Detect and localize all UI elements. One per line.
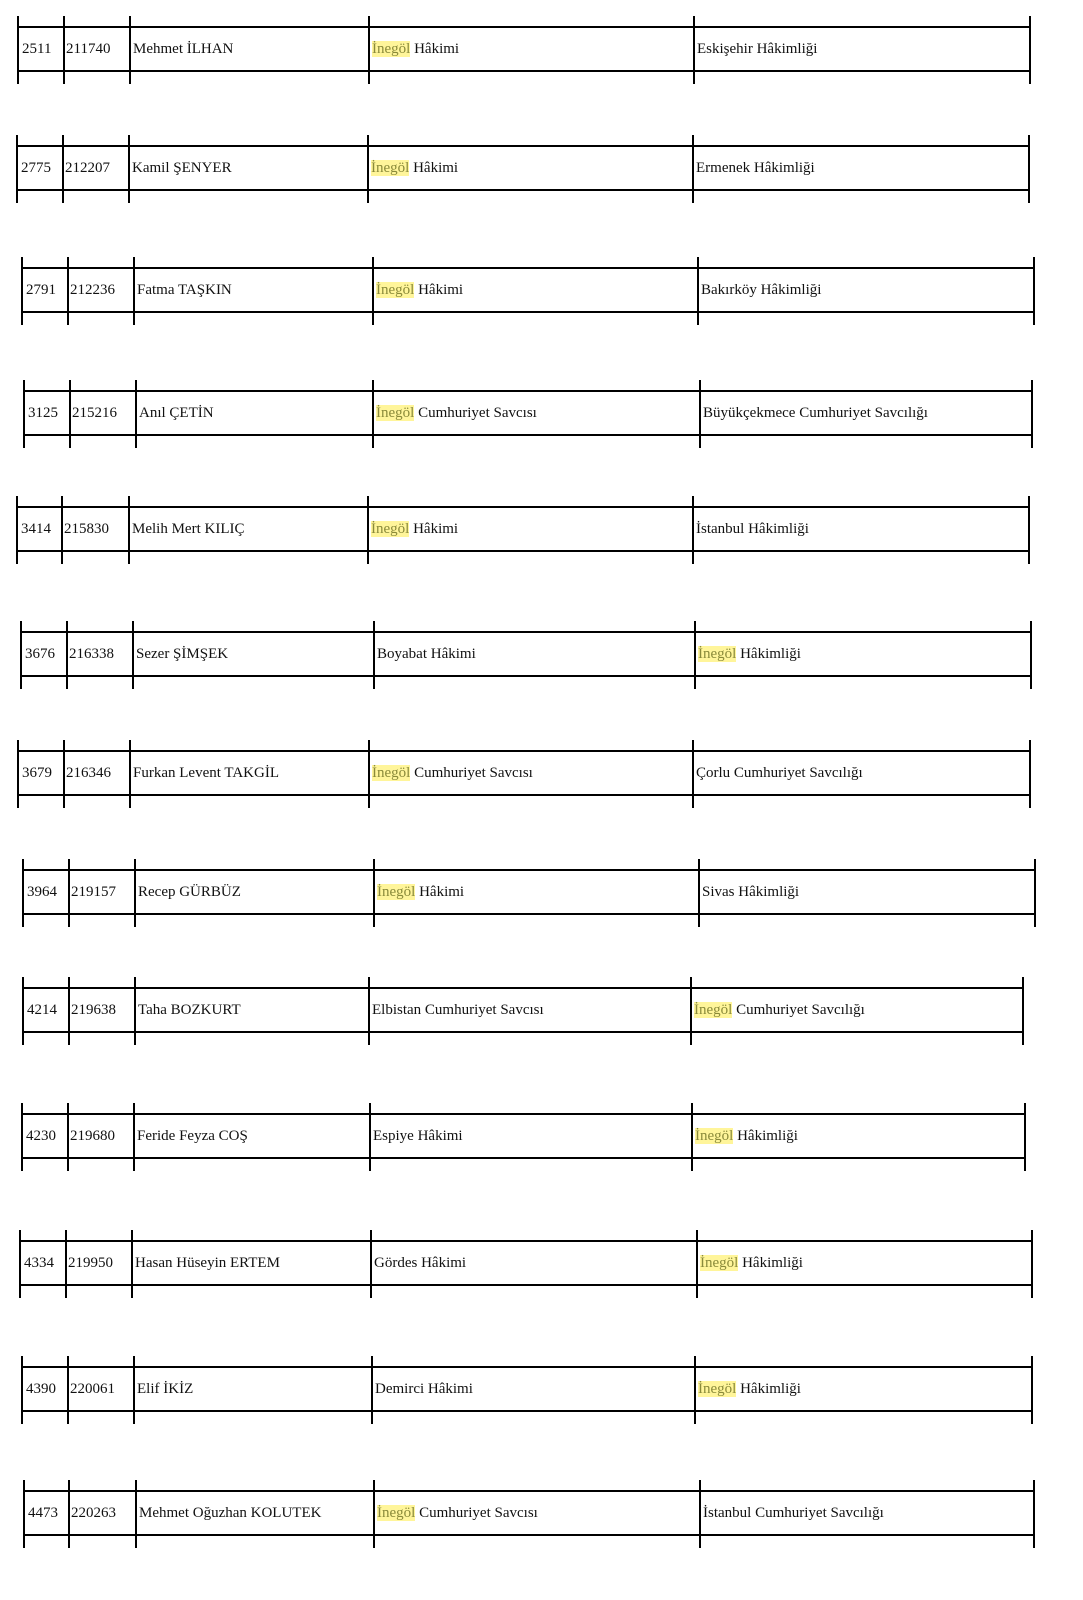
table-row [18, 26, 1030, 72]
row-number-cell: 4214 [27, 1002, 57, 1018]
column-divider [1034, 859, 1036, 927]
column-divider [1022, 977, 1024, 1045]
column-divider [67, 1103, 69, 1171]
current-post-cell [376, 392, 698, 434]
column-divider [1030, 621, 1032, 689]
column-divider [373, 621, 375, 689]
column-divider [694, 621, 696, 689]
column-divider [373, 859, 375, 927]
new-post-text: Bakırköy Hâkimliği [701, 282, 822, 298]
new-post-cell [695, 1115, 1023, 1157]
person-name-cell: Anıl ÇETİN [139, 405, 214, 421]
column-divider [133, 1356, 135, 1424]
column-divider [23, 1480, 25, 1548]
row-number-cell: 4334 [24, 1255, 54, 1271]
person-name-cell: Feride Feyza COŞ [137, 1128, 248, 1144]
current-post-cell [376, 269, 696, 311]
new-post-text: Cumhuriyet Savcılığı [732, 1002, 865, 1018]
table-row [23, 869, 1035, 915]
registry-number-cell: 220061 [70, 1381, 115, 1397]
current-post-cell [377, 871, 697, 913]
current-post-cell [372, 752, 691, 794]
row-number-cell: 3676 [25, 646, 55, 662]
new-post-cell [697, 28, 1028, 70]
person-name-cell: Mehmet Oğuzhan KOLUTEK [139, 1505, 322, 1521]
table-row [24, 390, 1032, 436]
current-post-cell [377, 1492, 698, 1534]
new-post-cell [703, 1492, 1032, 1534]
current-post-text: Boyabat Hâkimi [377, 646, 476, 662]
column-divider [1029, 16, 1031, 84]
table-row [22, 1366, 1032, 1412]
column-divider [16, 496, 18, 564]
current-post-text: Hâkimi [409, 160, 459, 176]
column-divider [699, 1480, 701, 1548]
column-divider [369, 1103, 371, 1171]
table-row [17, 145, 1029, 191]
new-post-text: Hâkimliği [733, 1128, 798, 1144]
column-divider [68, 859, 70, 927]
new-post-text: Ermenek Hâkimliği [696, 160, 815, 176]
new-post-text: Eskişehir Hâkimliği [697, 41, 818, 57]
registry-number-cell: 215216 [72, 405, 117, 421]
current-post-text: Hâkimi [409, 521, 459, 537]
column-divider [135, 380, 137, 448]
current-post-text: Elbistan Cumhuriyet Savcısı [372, 1002, 544, 1018]
row-number-cell: 2775 [21, 160, 51, 176]
current-post-text: Hâkimi [415, 884, 465, 900]
column-divider [368, 16, 370, 84]
new-post-cell [694, 989, 1021, 1031]
column-divider [1031, 1230, 1033, 1298]
current-post-text: Cumhuriyet Savcısı [410, 765, 533, 781]
current-post-cell [373, 1115, 690, 1157]
person-name-cell: Recep GÜRBÜZ [138, 884, 241, 900]
highlighted-term: İnegöl [371, 521, 410, 537]
current-post-cell [377, 633, 693, 675]
new-post-cell [696, 147, 1027, 189]
highlighted-term: İnegöl [376, 282, 415, 298]
highlighted-term: İnegöl [700, 1255, 739, 1271]
column-divider [132, 621, 134, 689]
column-divider [698, 859, 700, 927]
column-divider [66, 621, 68, 689]
column-divider [61, 496, 63, 564]
highlighted-term: İnegöl [371, 160, 410, 176]
person-name-cell: Sezer ŞİMŞEK [136, 646, 229, 662]
registry-number-cell: 212207 [65, 160, 110, 176]
new-post-text: İstanbul Cumhuriyet Savcılığı [703, 1505, 884, 1521]
column-divider [128, 135, 130, 203]
column-divider [20, 621, 22, 689]
column-divider [690, 977, 692, 1045]
current-post-text: Gördes Hâkimi [374, 1255, 467, 1271]
current-post-cell [374, 1242, 695, 1284]
current-post-text: Espiye Hâkimi [373, 1128, 463, 1144]
row-number-cell: 2791 [26, 282, 56, 298]
registry-number-cell: 219950 [68, 1255, 113, 1271]
column-divider [1029, 740, 1031, 808]
column-divider [1031, 380, 1033, 448]
new-post-cell [700, 1242, 1030, 1284]
column-divider [1024, 1103, 1026, 1171]
column-divider [129, 16, 131, 84]
current-post-cell [372, 28, 692, 70]
row-number-cell: 3414 [21, 521, 51, 537]
column-divider [21, 1356, 23, 1424]
person-name-cell: Hasan Hüseyin ERTEM [135, 1255, 280, 1271]
row-number-cell: 3125 [28, 405, 58, 421]
column-divider [128, 496, 130, 564]
current-post-text: Cumhuriyet Savcısı [414, 405, 537, 421]
column-divider [21, 257, 23, 325]
column-divider [17, 740, 19, 808]
highlighted-term: İnegöl [694, 1002, 733, 1018]
column-divider [1033, 257, 1035, 325]
highlighted-term: İnegöl [376, 405, 415, 421]
column-divider [696, 1230, 698, 1298]
person-name-cell: Fatma TAŞKIN [137, 282, 232, 298]
current-post-text: Hâkimi [410, 41, 460, 57]
column-divider [693, 16, 695, 84]
column-divider [368, 977, 370, 1045]
highlighted-term: İnegöl [698, 646, 737, 662]
registry-number-cell: 219157 [71, 884, 116, 900]
column-divider [1031, 1356, 1033, 1424]
column-divider [67, 1356, 69, 1424]
column-divider [135, 1480, 137, 1548]
column-divider [367, 496, 369, 564]
row-number-cell: 4230 [26, 1128, 56, 1144]
new-post-text: Çorlu Cumhuriyet Savcılığı [696, 765, 863, 781]
registry-number-cell: 212236 [70, 282, 115, 298]
row-number-cell: 2511 [22, 41, 52, 57]
table-row [17, 506, 1029, 552]
table-row [24, 1490, 1034, 1536]
highlighted-term: İnegöl [372, 765, 411, 781]
highlighted-term: İnegöl [695, 1128, 734, 1144]
column-divider [129, 740, 131, 808]
table-row [22, 1113, 1025, 1159]
highlighted-term: İnegöl [377, 884, 416, 900]
row-number-cell: 3679 [22, 765, 52, 781]
column-divider [692, 496, 694, 564]
column-divider [372, 380, 374, 448]
column-divider [694, 1356, 696, 1424]
highlighted-term: İnegöl [698, 1381, 737, 1397]
column-divider [22, 977, 24, 1045]
column-divider [65, 1230, 67, 1298]
column-divider [372, 257, 374, 325]
person-name-cell: Taha BOZKURT [138, 1002, 241, 1018]
column-divider [134, 859, 136, 927]
new-post-text: Hâkimliği [736, 646, 801, 662]
column-divider [699, 380, 701, 448]
current-post-text: Demirci Hâkimi [375, 1381, 473, 1397]
column-divider [1033, 1480, 1035, 1548]
column-divider [68, 977, 70, 1045]
column-divider [16, 135, 18, 203]
person-name-cell: Mehmet İLHAN [133, 41, 234, 57]
column-divider [373, 1480, 375, 1548]
column-divider [134, 977, 136, 1045]
current-post-cell [375, 1368, 693, 1410]
registry-number-cell: 219680 [70, 1128, 115, 1144]
new-post-cell [702, 871, 1033, 913]
new-post-cell [698, 633, 1029, 675]
current-post-cell [372, 989, 689, 1031]
column-divider [691, 1103, 693, 1171]
new-post-cell [701, 269, 1032, 311]
current-post-text: Cumhuriyet Savcısı [415, 1505, 538, 1521]
column-divider [62, 135, 64, 203]
row-number-cell: 3964 [27, 884, 57, 900]
new-post-text: Büyükçekmece Cumhuriyet Savcılığı [703, 405, 928, 421]
new-post-cell [703, 392, 1030, 434]
table-row [21, 631, 1031, 677]
column-divider [19, 1230, 21, 1298]
person-name-cell: Elif İKİZ [137, 1381, 194, 1397]
column-divider [17, 16, 19, 84]
column-divider [133, 257, 135, 325]
column-divider [23, 380, 25, 448]
new-post-text: Hâkimliği [738, 1255, 803, 1271]
table-row [20, 1240, 1032, 1286]
table-row [18, 750, 1030, 796]
column-divider [131, 1230, 133, 1298]
current-post-cell [371, 508, 691, 550]
table-row [23, 987, 1023, 1033]
highlighted-term: İnegöl [372, 41, 411, 57]
column-divider [22, 859, 24, 927]
column-divider [692, 740, 694, 808]
person-name-cell: Melih Mert KILIÇ [132, 521, 245, 537]
column-divider [133, 1103, 135, 1171]
registry-number-cell: 215830 [64, 521, 109, 537]
registry-number-cell: 211740 [66, 41, 111, 57]
column-divider [1028, 496, 1030, 564]
new-post-cell [696, 752, 1028, 794]
column-divider [68, 1480, 70, 1548]
column-divider [67, 257, 69, 325]
new-post-text: İstanbul Hâkimliği [696, 521, 809, 537]
column-divider [1028, 135, 1030, 203]
column-divider [21, 1103, 23, 1171]
column-divider [69, 380, 71, 448]
column-divider [367, 135, 369, 203]
registry-number-cell: 220263 [71, 1505, 116, 1521]
current-post-text: Hâkimi [414, 282, 464, 298]
column-divider [370, 1230, 372, 1298]
column-divider [697, 257, 699, 325]
person-name-cell: Furkan Levent TAKGİL [133, 765, 279, 781]
new-post-text: Sivas Hâkimliği [702, 884, 800, 900]
column-divider [368, 740, 370, 808]
person-name-cell: Kamil ŞENYER [132, 160, 232, 176]
column-divider [63, 740, 65, 808]
new-post-cell [698, 1368, 1030, 1410]
column-divider [63, 16, 65, 84]
new-post-cell [696, 508, 1027, 550]
registry-number-cell: 216338 [69, 646, 114, 662]
table-row [22, 267, 1034, 313]
row-number-cell: 4473 [28, 1505, 58, 1521]
column-divider [692, 135, 694, 203]
current-post-cell [371, 147, 691, 189]
highlighted-term: İnegöl [377, 1505, 416, 1521]
row-number-cell: 4390 [26, 1381, 56, 1397]
registry-number-cell: 219638 [71, 1002, 116, 1018]
new-post-text: Hâkimliği [736, 1381, 801, 1397]
registry-number-cell: 216346 [66, 765, 111, 781]
column-divider [371, 1356, 373, 1424]
